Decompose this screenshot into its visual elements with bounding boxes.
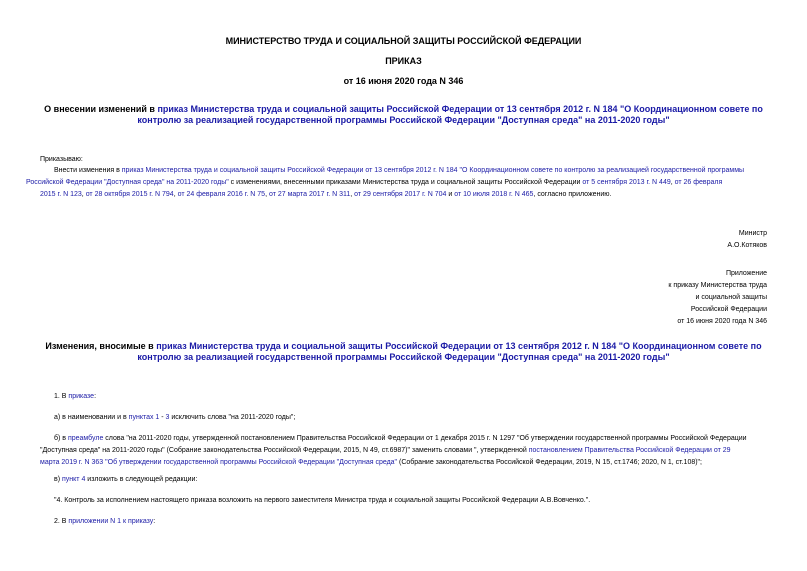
item-b-link-preamble[interactable]: преамбуле [67, 435, 104, 442]
p1-link-75[interactable]: от 24 февраля 2016 г. N 75 [177, 191, 266, 198]
item-b-text-b: слова "на 2011-2020 годы, утвержденной постановлением Правительства Российской Федерации от 1 декабря 2015 г. N 1297 "Об утверждении государственной программы Российской Федерации [103, 435, 747, 442]
item-a [54, 412, 295, 424]
item-2-text-a: 2. В [54, 518, 69, 525]
p1-link-311[interactable]: от 27 марта 2017 г. N 311 [268, 191, 351, 198]
item-b-line-1 [40, 433, 767, 445]
appendix-line-3: и социальной защиты [695, 294, 767, 301]
item-b-line-2 [40, 445, 767, 457]
changes-title [0, 341, 807, 363]
signature-position: Министр [738, 230, 767, 237]
doc-title-link-1[interactable]: приказ Министерства труда и социальной защиты Российской Федерации от 13 сентября 2012 г. N 184 "О Координационном совете по [157, 104, 763, 114]
p1-link-449[interactable]: от 5 сентября 2013 г. N 449 [582, 179, 671, 186]
item-quote: "4. Контроль за исполнением настоящего приказа возложить на первого заместителя Министра труда и социальной защиты Российской Федерации А.В.Вовченко.". [54, 497, 591, 504]
changes-title-link-1[interactable]: приказ Министерства труда и социальной защиты Российской Федерации от 13 сентября 2012 г. N 184 "О Координационном совете по [156, 341, 762, 351]
p1-text-i: , согласно приложению. [533, 191, 612, 198]
item-a-link-2[interactable]: 3 [165, 414, 170, 421]
p1-link-order-184-b[interactable]: Российской Федерации "Доступная среда" на 2011-2020 годы" [26, 179, 229, 186]
item-1 [54, 391, 96, 403]
doc-date-number: от 16 июня 2020 года N 346 [343, 76, 464, 86]
p1-text-c: , [670, 179, 675, 186]
appendix-line-4: Российской Федерации [690, 306, 767, 313]
item-b-text-d: (Собрание законодательства Российской Федерации, 2019, N 15, ст.1746; 2020, N 1, ст.108)"; [397, 459, 702, 466]
appendix-block [567, 268, 767, 328]
p1-text-g: , [350, 191, 355, 198]
item-2-text-b: : [153, 518, 156, 525]
item-2 [54, 516, 155, 528]
order-intro: Приказываю: [40, 156, 83, 163]
item-1-link[interactable]: приказе [68, 393, 95, 400]
p1-link-123-b[interactable]: 2015 г. N 123 [40, 191, 82, 198]
item-a-link-1[interactable]: пунктах 1 [128, 414, 160, 421]
appendix-line-5: от 16 июня 2020 года N 346 [677, 318, 767, 325]
item-c [54, 474, 197, 486]
doc-title [0, 104, 807, 126]
item-a-text-c: исключить слова "на 2011-2020 годы"; [169, 414, 296, 421]
item-b [40, 433, 767, 469]
doc-title-link-2[interactable]: контролю за реализацией государственной программы Российской Федерации "Доступная среда" на 2011-2020 годы" [137, 115, 670, 125]
p1-text-e: , [173, 191, 178, 198]
item-b-link-363-b[interactable]: марта 2019 г. N 363 "Об утверждении государственной программы Российской Федерации "Доступная среда" [40, 459, 398, 466]
p1-link-794[interactable]: от 28 октября 2015 г. N 794 [85, 191, 174, 198]
p1-link-123[interactable]: от 26 февраля [674, 179, 723, 186]
p1-text-a: Внести изменения в [54, 167, 122, 174]
doc-title-prefix: О внесении изменений в [44, 104, 158, 114]
item-b-text-a: б) в [54, 435, 68, 442]
item-a-text-a: а) в наименовании и в [54, 414, 129, 421]
item-c-text-a: в) [54, 476, 62, 483]
ministry-heading: МИНИСТЕРСТВО ТРУДА И СОЦИАЛЬНОЙ ЗАЩИТЫ РОССИЙСКОЙ ФЕДЕРАЦИИ [225, 36, 582, 46]
item-c-text-b: изложить в следующей редакции: [85, 476, 198, 483]
item-1-text-b: : [94, 393, 97, 400]
item-c-link[interactable]: пункт 4 [62, 476, 86, 483]
appendix-line-1: Приложение [725, 270, 767, 277]
item-b-line-3 [40, 457, 767, 469]
p1-link-704[interactable]: от 29 сентября 2017 г. N 704 [354, 191, 447, 198]
item-2-link[interactable]: приложении N 1 к приказу [68, 518, 154, 525]
p1-link-465[interactable]: от 10 июля 2018 г. N 465 [454, 191, 534, 198]
signature-name: А.О.Котяков [727, 242, 767, 249]
changes-title-prefix: Изменения, вносимые в [45, 341, 157, 351]
changes-title-link-2[interactable]: контролю за реализацией государственной программы Российской Федерации "Доступная среда" на 2011-2020 годы" [137, 352, 670, 362]
item-a-text-b: - [159, 414, 166, 421]
doc-type-heading: ПРИКАЗ [385, 56, 422, 66]
p1-text-f: , [265, 191, 269, 198]
appendix-line-2: к приказу Министерства труда [668, 282, 767, 289]
order-paragraph [26, 165, 770, 201]
signature-block [567, 228, 767, 252]
p1-text-h: и [446, 191, 455, 198]
p1-text-b: с изменениями, внесенными приказами Министерства труда и социальной защиты Российской Федерации [228, 179, 583, 186]
item-b-text-c: "Доступная среда" на 2011-2020 годы" (Собрание законодательства Российской Федерации, 2015, N 49, ст.6987)" заменить словами ", утвержденной [40, 447, 529, 454]
item-b-link-363-a[interactable]: постановлением Правительства Российской Федерации от 29 [528, 447, 731, 454]
item-1-text-a: 1. В [54, 393, 69, 400]
p1-link-order-184[interactable]: приказ Министерства труда и социальной защиты Российской Федерации от 13 сентября 2012 г. N 184 "О Координационном совете по контролю за реализацией государственной программы [121, 167, 745, 174]
p1-text-d: , [81, 191, 86, 198]
